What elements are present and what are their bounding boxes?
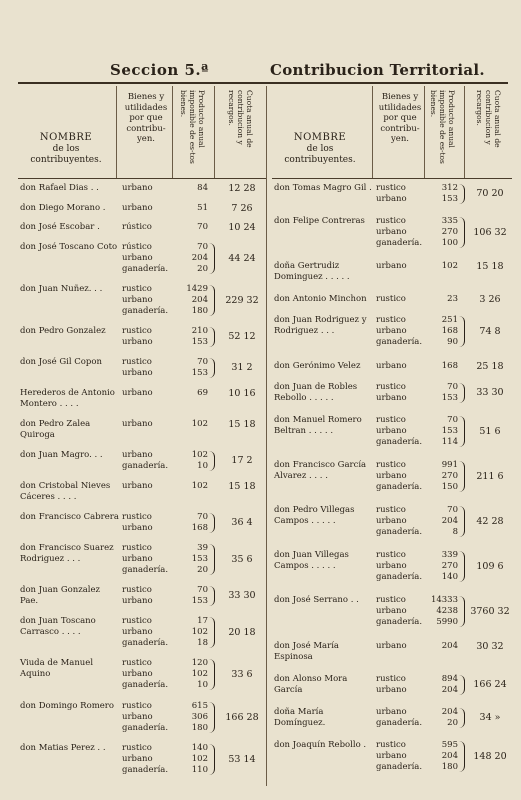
taxable-product: 20 xyxy=(197,264,208,275)
table-row xyxy=(18,512,266,534)
contributor-name: don José Toscano Coto xyxy=(20,242,118,253)
property-type: rustico xyxy=(122,658,152,669)
taxable-product: 120 xyxy=(191,658,208,669)
cuota-header: Cuota anual de contribucion y recargos. xyxy=(475,90,502,148)
taxable-product: 70 xyxy=(197,357,208,368)
annual-quota: 211 6 xyxy=(476,470,504,482)
annual-quota: 33 6 xyxy=(231,669,253,681)
property-type: rustico xyxy=(376,183,406,193)
property-type: urbano xyxy=(122,627,153,638)
table-row xyxy=(272,294,512,305)
property-type: urbano xyxy=(122,388,153,399)
contributor-name: don Cristobal Nieves Cáceres . . . . xyxy=(20,481,111,503)
property-type: urbano xyxy=(376,227,407,238)
property-type: rustico xyxy=(122,284,152,295)
header-divider xyxy=(464,86,465,178)
taxable-product: 69 xyxy=(197,388,208,399)
property-type: rustico xyxy=(122,700,152,711)
brace-mark xyxy=(209,544,215,575)
property-type: urbano xyxy=(122,753,153,764)
annual-quota: 15 18 xyxy=(476,261,504,273)
contributor-name: don Domingo Romero xyxy=(20,700,114,711)
contributor-name: don Juan Rodriguez y Rodriguez . . . xyxy=(274,315,367,337)
annual-quota: 10 24 xyxy=(228,222,256,234)
taxable-product: 153 xyxy=(441,425,458,436)
taxable-product: 153 xyxy=(191,596,208,607)
annual-quota: 52 12 xyxy=(228,331,256,343)
property-type: rustico xyxy=(376,505,406,516)
brace-mark xyxy=(459,551,465,582)
property-type: urbano xyxy=(376,425,407,436)
property-type: urbano xyxy=(122,523,153,534)
brace-mark xyxy=(209,358,215,378)
property-type: rustico xyxy=(122,543,152,554)
taxable-product: 204 xyxy=(441,640,458,651)
taxable-product: 51 xyxy=(197,202,208,213)
property-type: ganadería. xyxy=(122,722,169,733)
taxable-product: 270 xyxy=(441,470,458,481)
contributor-name: Viuda de Manuel Aquino xyxy=(20,658,94,680)
header-divider xyxy=(116,86,117,178)
taxable-product: 210 xyxy=(191,326,208,337)
table-row xyxy=(18,450,266,472)
table-row xyxy=(272,740,512,773)
annual-quota: 166 28 xyxy=(225,711,259,723)
contributor-name: don Juan de Robles Rebollo . . . . . xyxy=(274,381,358,403)
taxable-product: 180 xyxy=(191,306,208,317)
left-table xyxy=(18,86,267,786)
annual-quota: 34 » xyxy=(479,711,501,723)
producto-header: Producto anual imponible de es-tos bienes. xyxy=(179,90,206,164)
taxable-product: 153 xyxy=(441,392,458,403)
contributor-name: don Juan Nuñez. . . xyxy=(20,284,103,295)
table-row xyxy=(18,222,266,233)
annual-quota: 17 2 xyxy=(231,455,253,467)
contributor-name: don Pedro Villegas Campos . . . . . xyxy=(274,505,355,527)
nombre-subtitle: de los contribuyentes. xyxy=(30,144,102,165)
property-type: ganadería. xyxy=(376,527,423,538)
taxable-product: 204 xyxy=(191,295,208,306)
taxable-product: 153 xyxy=(441,194,458,204)
property-type: rustico xyxy=(376,414,406,425)
taxable-product: 10 xyxy=(197,680,208,691)
annual-quota: 35 6 xyxy=(231,554,253,566)
property-type: ganadería. xyxy=(376,337,423,348)
property-type: urbano xyxy=(376,561,407,572)
property-type: urbano xyxy=(376,392,407,403)
table-row xyxy=(272,382,512,404)
property-type: ganadería. xyxy=(122,264,169,275)
property-type: urbano xyxy=(122,481,153,492)
annual-quota: 33 30 xyxy=(476,386,504,398)
property-type: rustico xyxy=(122,357,152,368)
table-row xyxy=(18,357,266,379)
brace-mark xyxy=(459,184,465,204)
contributor-name: don Pedro Zalea Quiroga xyxy=(20,419,91,441)
taxable-product: 180 xyxy=(191,722,208,733)
taxable-product: 90 xyxy=(447,337,458,348)
bienes-header: Bienes y utilidades por que contribu-yen. xyxy=(378,92,422,144)
brace-mark xyxy=(209,586,215,606)
annual-quota: 166 24 xyxy=(473,678,507,690)
taxable-product: 20 xyxy=(447,717,458,728)
taxable-product: 4238 xyxy=(436,606,458,617)
taxable-product: 10 xyxy=(197,461,208,472)
contributor-name: don Francisco Suarez Rodriguez . . . xyxy=(20,543,114,565)
contributor-name: don José Serrano . . xyxy=(274,595,359,606)
property-type: ganadería. xyxy=(376,617,423,628)
taxable-product: 1429 xyxy=(186,284,208,295)
table-row xyxy=(272,550,512,583)
table-row xyxy=(18,326,266,348)
table-row xyxy=(272,183,512,205)
taxable-product: 102 xyxy=(191,669,208,680)
section-label: Seccion 5.ª xyxy=(110,61,209,79)
contributor-name: don Juan Toscano Carrasco . . . . xyxy=(20,616,96,638)
property-type: urbano xyxy=(376,750,407,761)
property-type: urbano xyxy=(122,596,153,607)
annual-quota: 15 18 xyxy=(228,419,256,431)
taxable-product: 70 xyxy=(197,222,208,233)
taxable-product: 339 xyxy=(441,550,458,561)
table-row xyxy=(272,674,512,696)
taxable-product: 168 xyxy=(441,360,458,371)
header-divider xyxy=(372,86,373,178)
contributor-name: don Matias Perez . . xyxy=(20,742,106,753)
property-type: rustico xyxy=(376,381,406,392)
contributor-name: doña Gertrudiz Dominguez . . . . . xyxy=(274,261,350,283)
table-row xyxy=(18,616,266,649)
contributor-name: don Diego Morano . xyxy=(20,202,106,213)
property-type: ganadería. xyxy=(122,461,169,472)
property-type: ganadería. xyxy=(122,638,169,649)
contributor-name: don Juan Magro. . . xyxy=(20,450,103,461)
taxable-product: 70 xyxy=(447,381,458,392)
annual-quota: 51 6 xyxy=(479,425,501,437)
contributor-name: Herederos de Antonio Montero . . . . xyxy=(20,388,115,410)
property-type: urbano xyxy=(376,261,407,272)
annual-quota: 53 14 xyxy=(228,753,256,765)
cuota-header: Cuota anual de contribucion y recargos. xyxy=(227,90,254,148)
table-row xyxy=(18,743,266,776)
contributor-name: doña María Domínguez. xyxy=(274,706,326,728)
brace-mark xyxy=(459,506,465,537)
taxable-product: 5990 xyxy=(436,617,458,628)
brace-mark xyxy=(209,513,215,533)
contributor-name: don Juan Villegas Campos . . . . . xyxy=(274,550,349,572)
brace-mark xyxy=(209,285,215,316)
brace-mark xyxy=(459,741,465,772)
annual-quota: 3 26 xyxy=(479,294,501,306)
property-type: ganadería. xyxy=(376,436,423,447)
property-type: rustico xyxy=(376,673,406,684)
taxable-product: 153 xyxy=(191,554,208,565)
property-type: urbano xyxy=(122,183,153,193)
taxable-product: 70 xyxy=(197,512,208,523)
contributor-name: don Francisco García Alvarez . . . . xyxy=(274,459,367,481)
table-row xyxy=(18,481,266,503)
table-row xyxy=(272,261,512,283)
property-type: ganadería. xyxy=(376,717,423,728)
taxable-product: 39 xyxy=(197,543,208,554)
property-type: ganadería. xyxy=(376,238,423,249)
contributor-name: don Joaquín Rebollo . xyxy=(274,739,367,750)
contributor-name: don José Escobar . xyxy=(20,222,100,233)
property-type: urbano xyxy=(122,419,153,430)
contributor-name: don José Gil Copon xyxy=(20,357,102,368)
annual-quota: 30 32 xyxy=(476,640,504,652)
brace-mark xyxy=(209,744,215,775)
page-title: Contribucion Territorial. xyxy=(270,61,485,79)
contributor-name: don José María Espinosa xyxy=(274,640,339,662)
brace-mark xyxy=(459,461,465,492)
annual-quota: 12 28 xyxy=(228,183,256,194)
taxable-product: 168 xyxy=(191,523,208,534)
nombre-title: NOMBRE xyxy=(293,132,347,143)
taxable-product: 615 xyxy=(191,700,208,711)
taxable-product: 204 xyxy=(441,684,458,695)
property-type: rustico xyxy=(376,595,406,606)
property-type: urbano xyxy=(376,326,407,337)
nombre-title: NOMBRE xyxy=(39,132,93,143)
table-row xyxy=(272,460,512,493)
property-type: urbano xyxy=(376,706,407,717)
taxable-product: 991 xyxy=(441,459,458,470)
taxable-product: 894 xyxy=(441,673,458,684)
taxable-product: 153 xyxy=(191,337,208,348)
nombre-subtitle: de los contribuyentes. xyxy=(284,144,356,165)
table-row xyxy=(18,242,266,275)
property-type: urbano xyxy=(376,684,407,695)
table-row xyxy=(272,641,512,663)
property-type: rustico xyxy=(376,550,406,561)
taxable-product: 270 xyxy=(441,561,458,572)
taxable-product: 23 xyxy=(447,294,458,305)
table-row xyxy=(18,658,266,691)
table-row xyxy=(18,419,266,441)
taxable-product: 168 xyxy=(441,326,458,337)
brace-mark xyxy=(459,217,465,248)
taxable-product: 70 xyxy=(197,585,208,596)
annual-quota: 3760 32 xyxy=(470,606,510,618)
taxable-product: 70 xyxy=(447,505,458,516)
brace-mark xyxy=(459,416,465,447)
brace-mark xyxy=(209,702,215,733)
brace-mark xyxy=(459,596,465,627)
property-type: rustico xyxy=(122,326,152,337)
contributor-name: don Antonio Minchon xyxy=(274,294,367,305)
taxable-product: 102 xyxy=(191,450,208,461)
annual-quota: 31 2 xyxy=(231,362,253,374)
left-column-header xyxy=(18,86,266,179)
property-type: ganadería. xyxy=(376,572,423,583)
table-row xyxy=(272,505,512,538)
property-type: rustico xyxy=(376,315,406,326)
taxable-product: 180 xyxy=(441,761,458,772)
taxable-product: 70 xyxy=(447,414,458,425)
header-divider xyxy=(214,86,215,178)
property-type: urbano xyxy=(122,202,153,213)
contributor-name: don Manuel Romero Beltran . . . . . xyxy=(274,414,362,436)
right-table xyxy=(272,86,512,786)
property-type: ganadería. xyxy=(122,764,169,775)
taxable-product: 100 xyxy=(441,238,458,249)
taxable-product: 102 xyxy=(191,481,208,492)
property-type: rustico xyxy=(376,459,406,470)
taxable-product: 153 xyxy=(191,368,208,379)
property-type: urbano xyxy=(122,295,153,306)
contributor-name: don Alonso Mora García xyxy=(274,673,348,695)
taxable-product: 335 xyxy=(441,216,458,227)
property-type: rustico xyxy=(122,585,152,596)
nombre-header xyxy=(18,132,114,166)
table-row xyxy=(272,315,512,348)
property-type: rustico xyxy=(376,216,406,227)
annual-quota: 109 6 xyxy=(476,561,504,573)
taxable-product: 102 xyxy=(191,627,208,638)
table-row xyxy=(18,183,266,194)
table-row xyxy=(272,216,512,249)
taxable-product: 102 xyxy=(441,261,458,272)
page-header xyxy=(18,58,508,84)
taxable-product: 8 xyxy=(452,527,458,538)
taxable-product: 306 xyxy=(191,711,208,722)
table-row xyxy=(18,203,266,214)
annual-quota: 33 30 xyxy=(228,590,256,602)
property-type: urbano xyxy=(122,711,153,722)
annual-quota: 229 32 xyxy=(225,295,259,307)
brace-mark xyxy=(209,451,215,471)
brace-mark xyxy=(459,316,465,347)
table-row xyxy=(18,388,266,410)
property-type: urbano xyxy=(122,669,153,680)
annual-quota: 36 4 xyxy=(231,517,253,529)
property-type: rustico xyxy=(122,616,152,627)
brace-mark xyxy=(209,659,215,690)
contributor-name: don Gerónimo Velez xyxy=(274,360,361,371)
taxable-product: 110 xyxy=(191,764,208,775)
property-type: rustico xyxy=(376,739,406,750)
property-type: ganadería. xyxy=(122,680,169,691)
property-type: urbano xyxy=(376,194,407,204)
taxable-product: 102 xyxy=(191,753,208,764)
property-type: urbano xyxy=(122,554,153,565)
brace-mark xyxy=(209,327,215,347)
brace-mark xyxy=(209,243,215,274)
property-type: urbano xyxy=(376,606,407,617)
taxable-product: 204 xyxy=(441,750,458,761)
taxable-product: 70 xyxy=(197,242,208,253)
contributor-name: don Juan Gonzalez Pae. xyxy=(20,585,101,607)
table-row xyxy=(272,595,512,628)
taxable-product: 595 xyxy=(441,739,458,750)
property-type: urbano xyxy=(122,450,153,461)
taxable-product: 20 xyxy=(197,565,208,576)
taxable-product: 114 xyxy=(441,436,458,447)
annual-quota: 20 18 xyxy=(228,627,256,639)
producto-header: Producto anual imponible de es-tos bienes. xyxy=(429,90,456,164)
property-type: ganadería. xyxy=(376,761,423,772)
table-row xyxy=(272,415,512,448)
property-type: rústico xyxy=(122,242,152,253)
taxable-product: 251 xyxy=(441,315,458,326)
table-row xyxy=(18,585,266,607)
brace-mark xyxy=(459,708,465,728)
property-type: urbano xyxy=(122,253,153,264)
taxable-product: 140 xyxy=(191,742,208,753)
taxable-product: 84 xyxy=(197,183,208,193)
header-divider xyxy=(172,86,173,178)
taxable-product: 270 xyxy=(441,227,458,238)
property-type: urbano xyxy=(122,337,153,348)
nombre-header xyxy=(272,132,368,166)
taxable-product: 17 xyxy=(197,616,208,627)
brace-mark xyxy=(459,675,465,695)
taxable-product: 204 xyxy=(441,516,458,527)
brace-mark xyxy=(459,383,465,403)
annual-quota: 15 18 xyxy=(228,481,256,493)
header-divider xyxy=(424,86,425,178)
taxable-product: 204 xyxy=(191,253,208,264)
annual-quota: 74 8 xyxy=(479,326,501,338)
contributor-name: don Rafael Dias . . xyxy=(20,183,99,193)
taxable-product: 204 xyxy=(441,706,458,717)
taxable-product: 140 xyxy=(441,572,458,583)
annual-quota: 106 32 xyxy=(473,227,507,239)
property-type: rustico xyxy=(122,512,152,523)
taxable-product: 102 xyxy=(191,419,208,430)
property-type: rustico xyxy=(122,742,152,753)
property-type: rústico xyxy=(122,222,152,233)
bienes-header: Bienes y utilidades por que contribu-yen. xyxy=(124,92,168,144)
contributor-name: don Pedro Gonzalez xyxy=(20,326,106,337)
annual-quota: 44 24 xyxy=(228,253,256,265)
annual-quota: 25 18 xyxy=(476,360,504,372)
annual-quota: 42 28 xyxy=(476,516,504,528)
contributor-name: don Francisco Cabrera xyxy=(20,512,119,523)
taxable-product: 18 xyxy=(197,638,208,649)
annual-quota: 70 20 xyxy=(476,188,504,199)
contributor-name: don Tomas Magro Gil . xyxy=(274,183,372,193)
table-row xyxy=(18,701,266,734)
annual-quota: 10 16 xyxy=(228,388,256,400)
right-column-header xyxy=(272,86,512,179)
taxable-product: 312 xyxy=(441,183,458,193)
table-row xyxy=(272,361,512,372)
contributor-name: don Felipe Contreras xyxy=(274,216,365,227)
table-row xyxy=(18,284,266,317)
taxable-product: 150 xyxy=(441,481,458,492)
property-type: urbano xyxy=(376,516,407,527)
annual-quota: 148 20 xyxy=(473,750,507,762)
property-type: urbano xyxy=(376,470,407,481)
annual-quota: 7 26 xyxy=(231,202,253,214)
property-type: urbano xyxy=(122,368,153,379)
property-type: ganadería. xyxy=(376,481,423,492)
brace-mark xyxy=(209,617,215,648)
property-type: ganadería. xyxy=(122,565,169,576)
property-type: urbano xyxy=(376,360,407,371)
table-row xyxy=(18,543,266,576)
property-type: rustico xyxy=(376,294,406,305)
property-type: urbano xyxy=(376,640,407,651)
table-row xyxy=(272,707,512,729)
taxable-product: 14333 xyxy=(430,595,458,606)
property-type: ganadería. xyxy=(122,306,169,317)
